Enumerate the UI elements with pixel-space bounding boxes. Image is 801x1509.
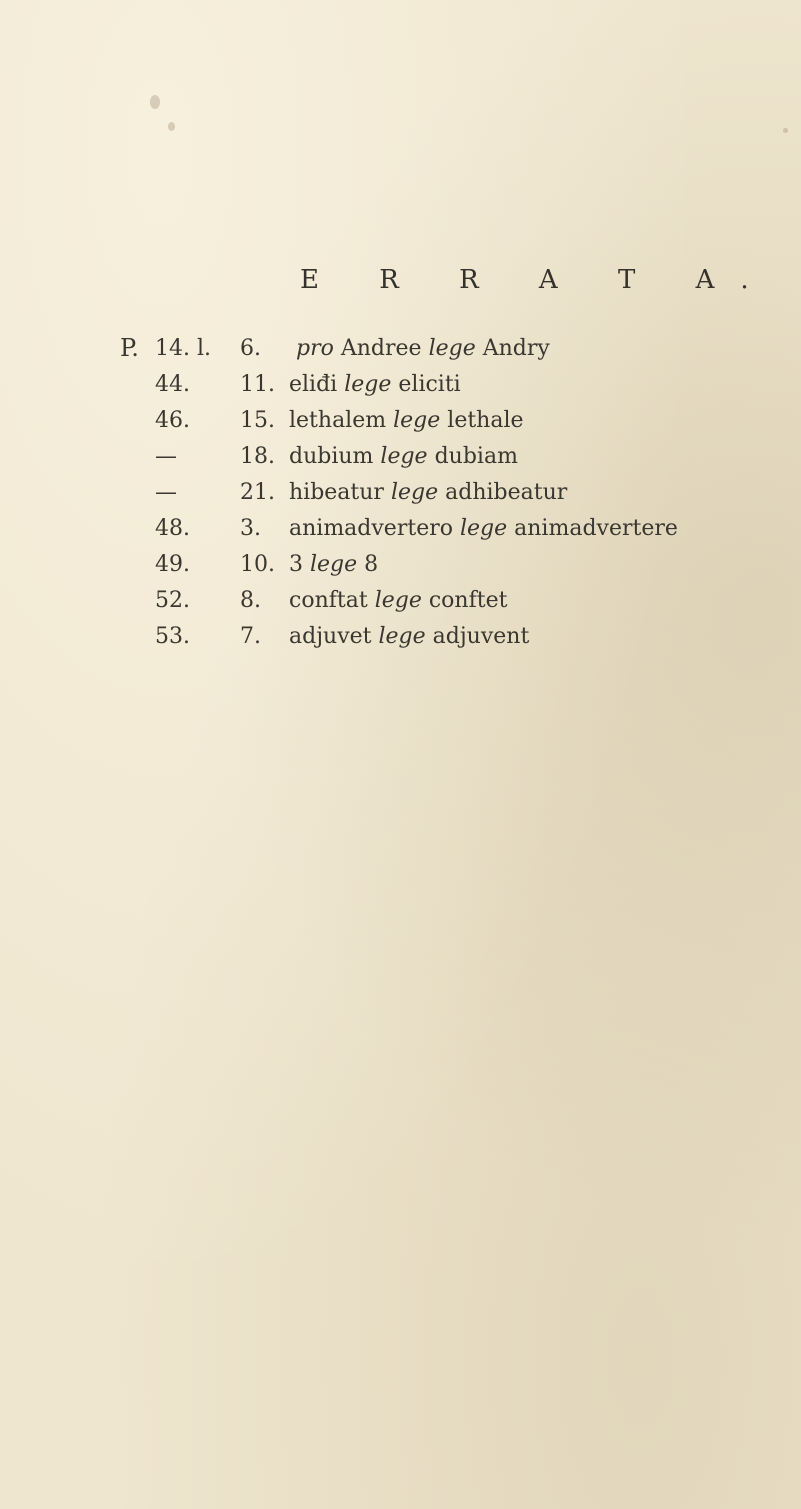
entry-right: Andry: [482, 336, 550, 361]
entry-correction: [289, 367, 461, 403]
entry-page: 14. l.: [155, 336, 212, 361]
entry-correction: [289, 583, 507, 619]
entry-page: 53.: [155, 624, 190, 649]
entry-page: 52.: [155, 588, 190, 613]
entry-line: 10.: [240, 552, 275, 577]
entry-line: 21.: [240, 480, 275, 505]
entry-page: —: [155, 444, 177, 469]
entry-right: adjuvent: [432, 624, 530, 649]
entry-pro: pro: [296, 336, 334, 361]
entry-page: 46.: [155, 408, 190, 433]
entry-lege: lege: [378, 624, 426, 649]
ink-smudge: [168, 122, 175, 131]
entry-correction: [289, 511, 678, 547]
entry-correction: [289, 475, 567, 511]
entry-right: eliciti: [398, 372, 461, 397]
entry-page: 49.: [155, 552, 190, 577]
ink-smudge: [150, 95, 160, 109]
entry-page: —: [155, 480, 177, 505]
entry-right: conftet: [428, 588, 508, 613]
entry-correction: [289, 547, 378, 583]
entry-right: 8: [364, 552, 379, 577]
entry-right: animadvertere: [514, 516, 678, 541]
entry-lege: lege: [374, 588, 422, 613]
entry-wrong: conftat: [289, 588, 368, 613]
entry-line: 15.: [240, 408, 275, 433]
entry-line: 8.: [240, 588, 261, 613]
entry-right: adhibeatur: [445, 480, 568, 505]
entry-lege: lege: [390, 480, 439, 505]
entry-page: 44.: [155, 372, 190, 397]
entry-lege: lege: [310, 552, 358, 577]
page-prefix: P.: [120, 334, 139, 362]
entry-right: lethale: [447, 408, 524, 433]
entry-wrong: lethalem: [289, 408, 387, 433]
ink-smudge: [783, 128, 788, 133]
entry-page: 48.: [155, 516, 190, 541]
entry-lege: lege: [393, 408, 441, 433]
entry-wrong: 3: [289, 552, 303, 577]
entry-correction: [296, 331, 550, 367]
entry-wrong: hibeatur: [289, 480, 384, 505]
entry-line: 3.: [240, 516, 261, 541]
entry-wrong: dubium: [289, 444, 374, 469]
entry-correction: [289, 619, 529, 655]
entry-lege: lege: [428, 336, 476, 361]
entry-lege: lege: [380, 444, 428, 469]
entry-right: dubiam: [434, 444, 518, 469]
entry-wrong: animadvertero: [289, 516, 453, 541]
entry-wrong: Andree: [340, 336, 422, 361]
entry-line: 7.: [240, 624, 261, 649]
entry-correction: [289, 403, 524, 439]
entry-wrong: eliđi: [289, 372, 338, 397]
entry-wrong: adjuvet: [289, 624, 372, 649]
page-title: E R R A T A.: [300, 265, 775, 295]
entry-line: 11.: [240, 372, 275, 397]
entry-line: 6.: [240, 336, 261, 361]
entry-correction: [289, 439, 518, 475]
entry-lege: lege: [344, 372, 392, 397]
entry-lege: lege: [459, 516, 508, 541]
entry-line: 18.: [240, 444, 275, 469]
